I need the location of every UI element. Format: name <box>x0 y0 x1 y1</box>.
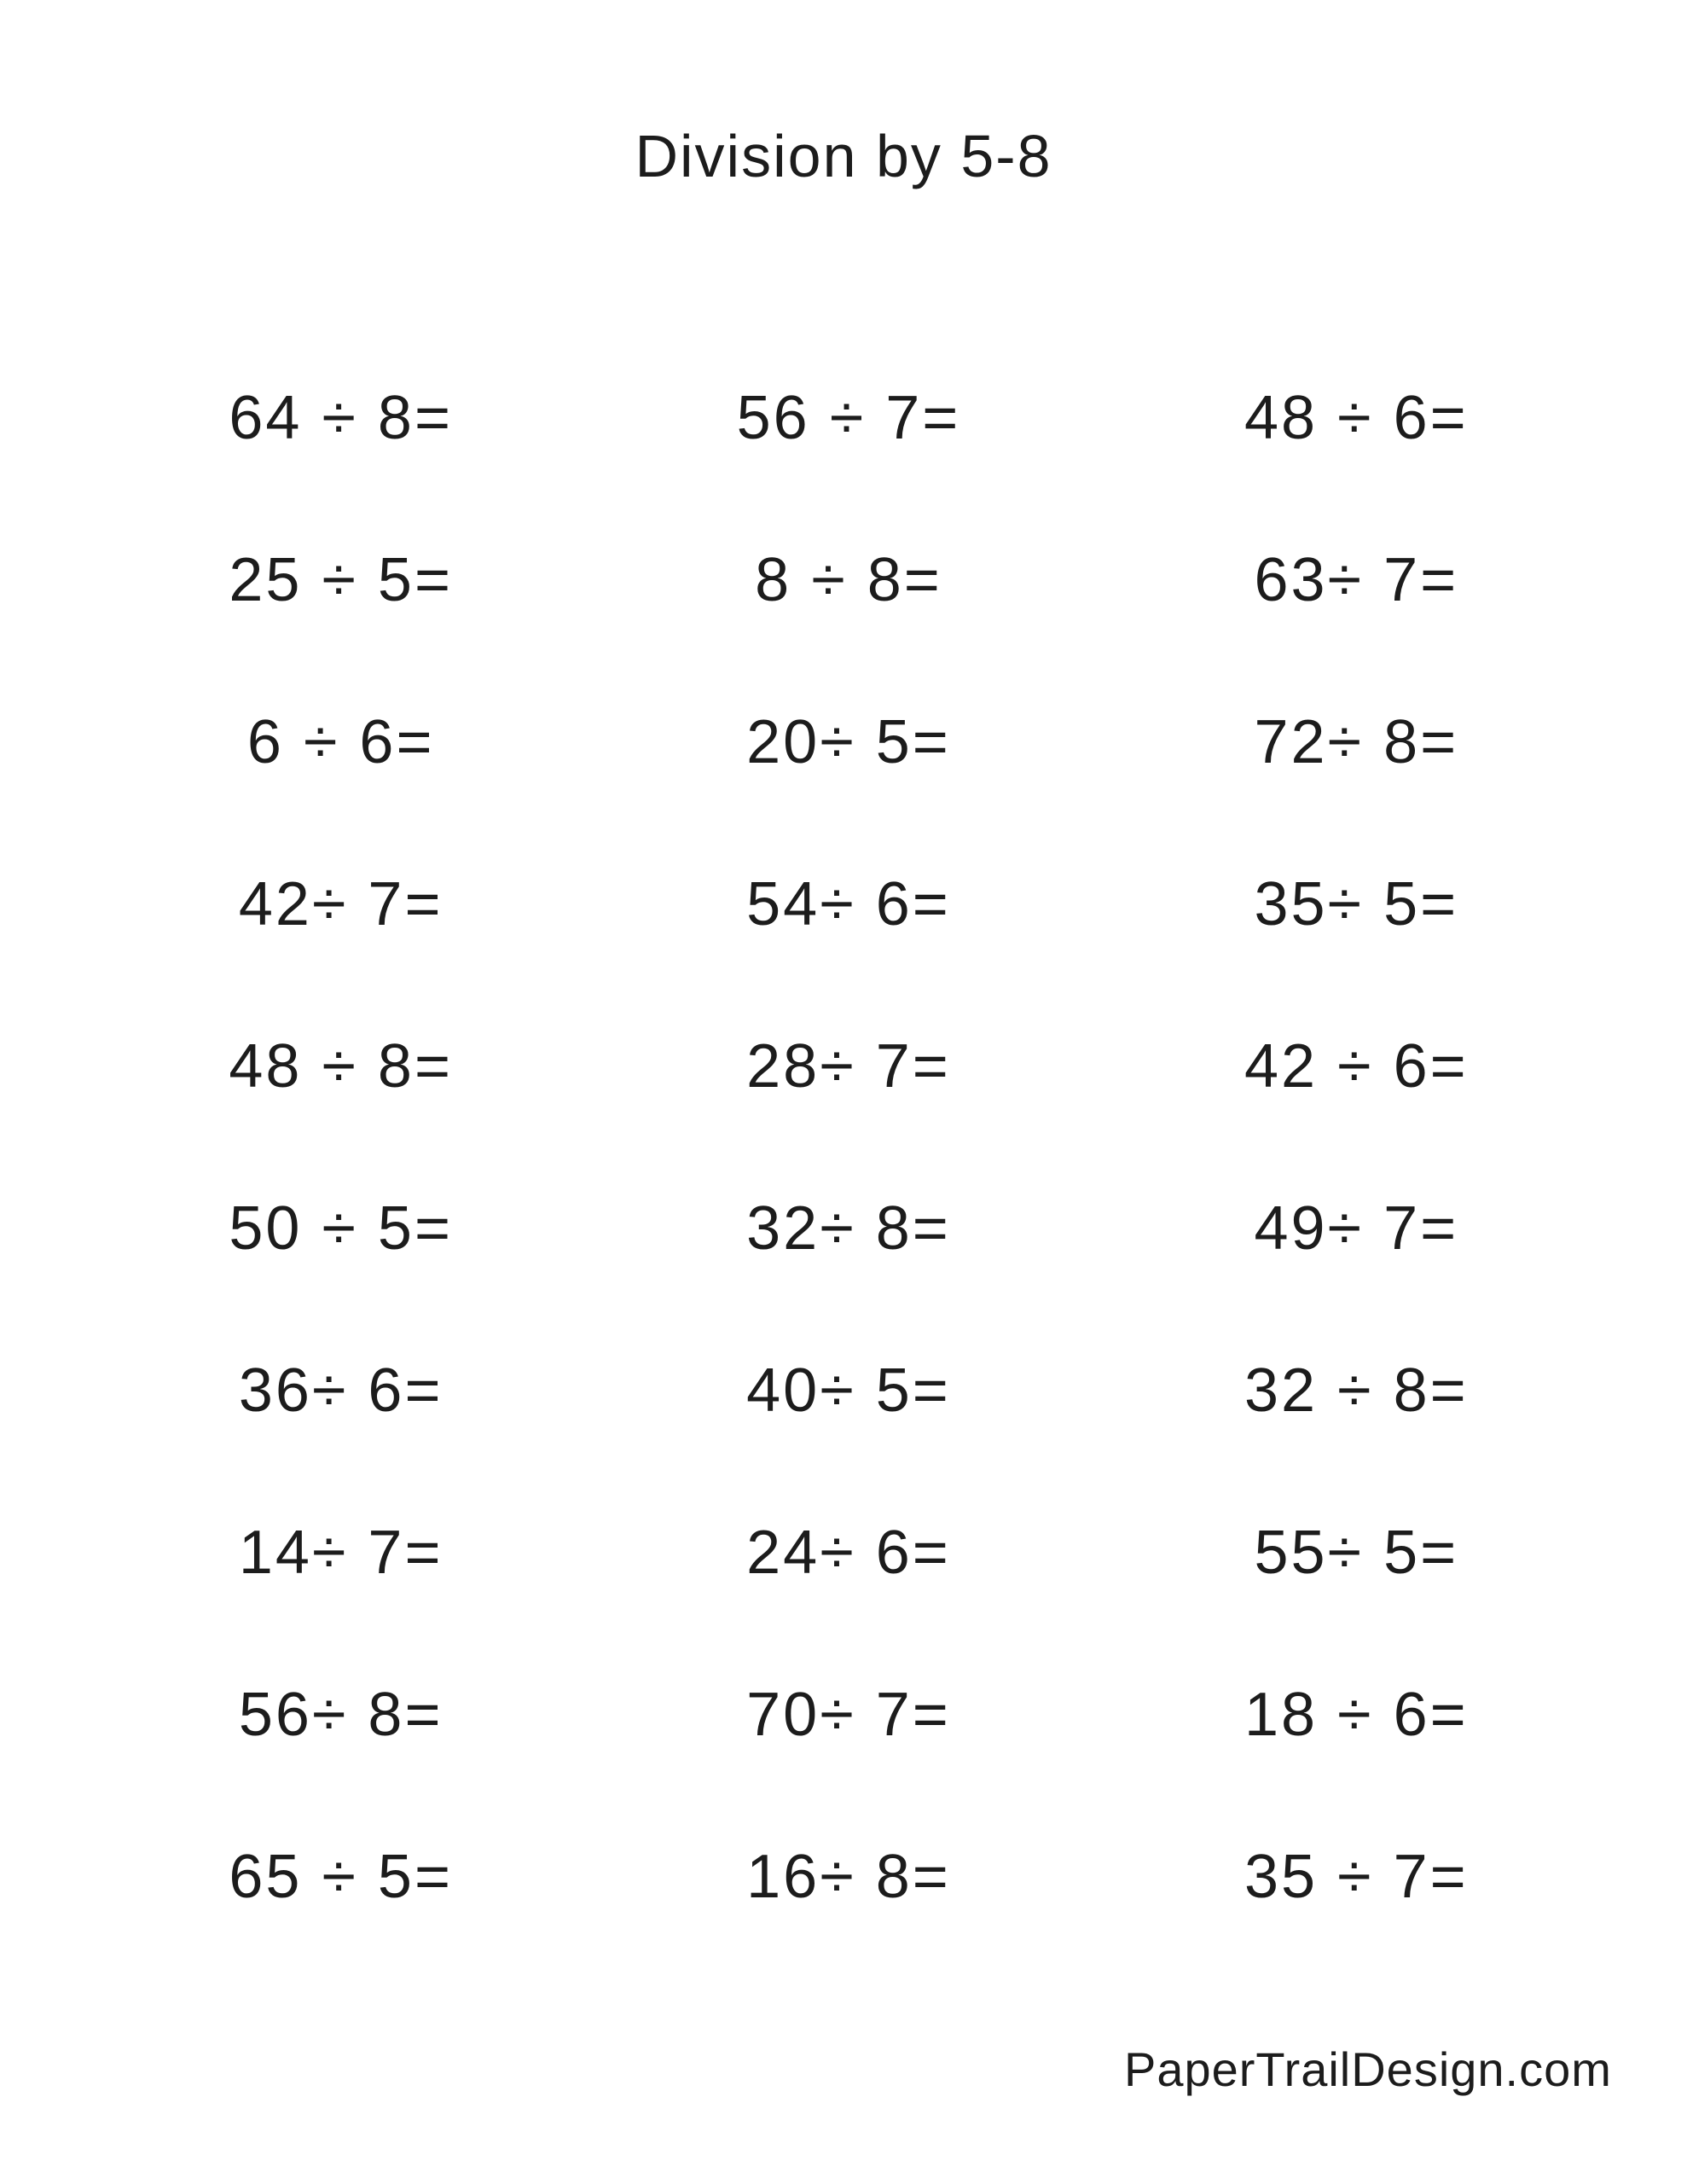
division-problem: 28÷ 7= <box>746 1032 951 1101</box>
division-problem: 20÷ 5= <box>746 708 951 776</box>
division-problem: 54÷ 6= <box>746 870 951 938</box>
division-problem: 32 ÷ 8= <box>1244 1356 1469 1425</box>
division-problem: 14÷ 7= <box>238 1519 443 1587</box>
division-problem-grid <box>87 337 1610 1958</box>
footer-credit: PaperTrailDesign.com <box>1124 2042 1612 2096</box>
division-problem: 32÷ 8= <box>746 1194 951 1263</box>
division-problem: 70÷ 7= <box>746 1681 951 1749</box>
division-problem: 42 ÷ 6= <box>1244 1032 1469 1101</box>
division-problem: 8 ÷ 8= <box>755 546 942 614</box>
division-problem: 56 ÷ 7= <box>736 384 961 452</box>
division-problem: 48 ÷ 6= <box>1244 384 1469 452</box>
division-problem: 6 ÷ 6= <box>246 708 435 776</box>
division-problem: 56÷ 8= <box>238 1681 443 1749</box>
division-problem: 49÷ 7= <box>1254 1194 1459 1263</box>
division-problem: 35 ÷ 7= <box>1244 1843 1469 1911</box>
division-problem: 35÷ 5= <box>1254 870 1459 938</box>
division-problem: 72÷ 8= <box>1254 708 1459 776</box>
division-problem: 40÷ 5= <box>746 1356 951 1425</box>
division-problem: 24÷ 6= <box>746 1519 951 1587</box>
division-problem: 48 ÷ 8= <box>229 1032 454 1101</box>
division-problem: 36÷ 6= <box>238 1356 443 1425</box>
division-problem: 63÷ 7= <box>1254 546 1459 614</box>
division-problem: 18 ÷ 6= <box>1244 1681 1469 1749</box>
division-problem: 65 ÷ 5= <box>229 1843 454 1911</box>
division-problem: 55÷ 5= <box>1254 1519 1459 1587</box>
division-problem: 16÷ 8= <box>746 1843 951 1911</box>
division-problem: 42÷ 7= <box>238 870 443 938</box>
division-problem: 25 ÷ 5= <box>229 546 454 614</box>
page-title: Division by 5-8 <box>635 123 1052 189</box>
division-problem: 50 ÷ 5= <box>229 1194 454 1263</box>
division-problem: 64 ÷ 8= <box>229 384 454 452</box>
